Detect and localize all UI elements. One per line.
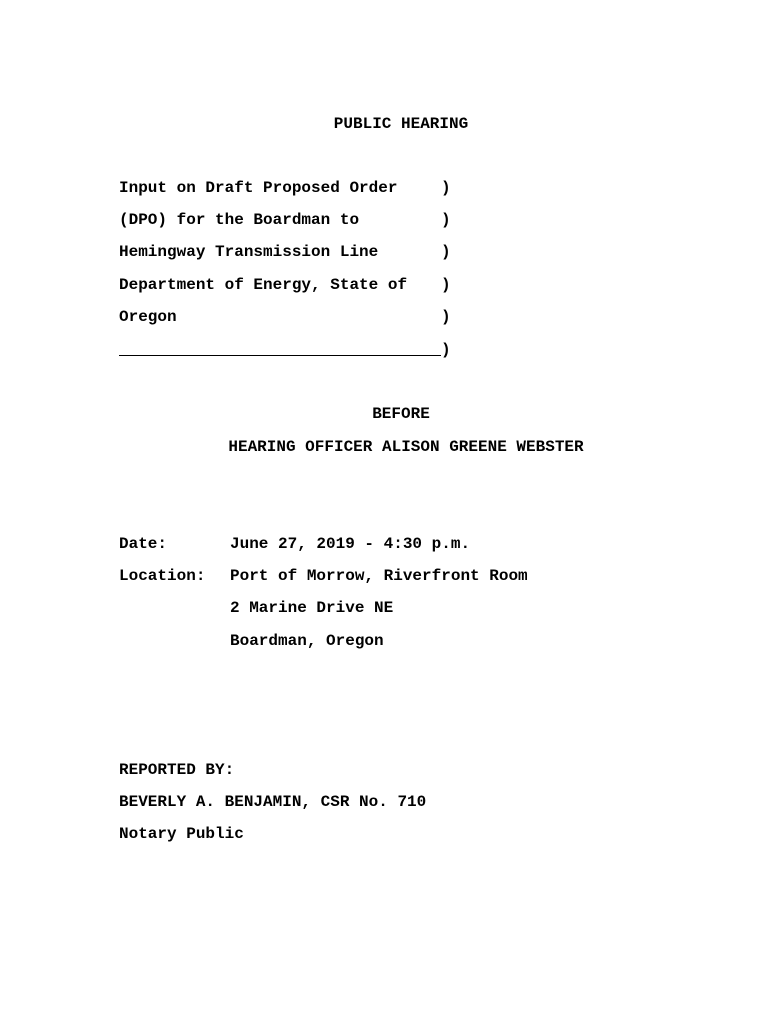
caption-paren: ) [441,341,451,359]
reported-by-label: REPORTED BY: [119,761,235,779]
caption-line: Hemingway Transmission Line [119,243,379,261]
page-title: PUBLIC HEARING [333,115,469,133]
caption-line: Department of Energy, State of [119,276,408,294]
hearing-officer: HEARING OFFICER ALISON GREENE WEBSTER [228,438,584,456]
caption-row [119,242,459,262]
caption-paren: ) [441,308,451,326]
caption-row [119,210,459,230]
caption-row [119,340,459,360]
caption-row [119,307,459,327]
caption-line: Oregon [119,308,177,326]
reporter-name: BEVERLY A. BENJAMIN, CSR No. 710 [119,793,427,811]
caption-line: Input on Draft Proposed Order [119,179,398,197]
caption-paren: ) [441,276,451,294]
caption-paren: ) [441,179,451,197]
location-line: Port of Morrow, Riverfront Room [230,567,528,585]
location-line: 2 Marine Drive NE [230,599,394,617]
location-line: Boardman, Oregon [230,632,384,650]
date-label: Date: [119,535,168,553]
caption-line: (DPO) for the Boardman to [119,211,360,229]
caption-paren: ) [441,243,451,261]
location-label: Location: [119,567,206,585]
date-value: June 27, 2019 - 4:30 p.m. [230,535,471,553]
caption-row [119,178,459,198]
caption-row [119,275,459,295]
caption-paren: ) [441,211,451,229]
caption-underline [119,355,441,356]
reporter-title: Notary Public [119,825,244,843]
before-heading: BEFORE [372,405,430,423]
